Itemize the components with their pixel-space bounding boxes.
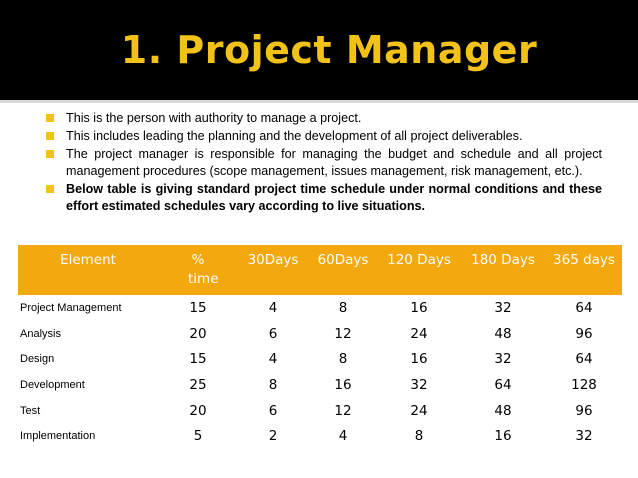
bullet-item — [46, 110, 602, 127]
table-row — [18, 372, 622, 398]
cell-30days: 2 — [238, 423, 308, 449]
cell-60days: 4 — [308, 423, 378, 449]
cell-60days: 12 — [308, 321, 378, 347]
cell-120days: 8 — [378, 423, 460, 449]
bullet-text: This is the person with authority to manage a project. — [66, 111, 362, 125]
column-header-60days: 60Days — [317, 252, 369, 268]
cell-30days: 4 — [238, 295, 308, 321]
slide-title: 1. Project Manager — [120, 28, 538, 72]
cell-180days: 64 — [460, 372, 546, 398]
square-bullet-icon — [46, 150, 54, 158]
square-bullet-icon — [46, 185, 54, 193]
row-element-name: Development — [18, 372, 158, 398]
cell-percent-time: 15 — [158, 295, 238, 321]
bullet-item — [46, 128, 602, 145]
square-bullet-icon — [46, 132, 54, 140]
bullet-item — [46, 146, 602, 180]
schedule-table-container — [18, 245, 622, 450]
cell-120days: 32 — [378, 372, 460, 398]
cell-120days: 16 — [378, 295, 460, 321]
table-row — [18, 346, 622, 372]
table-row — [18, 423, 622, 449]
table-row — [18, 321, 622, 347]
cell-30days: 4 — [238, 346, 308, 372]
cell-60days: 16 — [308, 372, 378, 398]
bullet-text: The project manager is responsible for managing the budget and schedule and all project management procedures (scope management, issues management, risk management, etc.). — [66, 147, 602, 178]
cell-365days: 128 — [546, 372, 622, 398]
column-header-180days: 180 Days — [471, 252, 535, 268]
cell-60days: 12 — [308, 398, 378, 424]
row-element-name: Project Management — [18, 295, 158, 321]
cell-365days: 64 — [546, 346, 622, 372]
table-header-row — [18, 245, 622, 295]
cell-180days: 32 — [460, 295, 546, 321]
cell-percent-time: 15 — [158, 346, 238, 372]
table-row — [18, 398, 622, 424]
cell-120days: 24 — [378, 321, 460, 347]
row-element-name: Analysis — [18, 321, 158, 347]
cell-30days: 6 — [238, 398, 308, 424]
cell-365days: 96 — [546, 398, 622, 424]
square-bullet-icon — [46, 114, 54, 122]
cell-percent-time: 5 — [158, 423, 238, 449]
schedule-table — [18, 245, 622, 450]
cell-180days: 48 — [460, 398, 546, 424]
column-header-30days: 30Days — [247, 252, 299, 268]
bullet-text: Below table is giving standard project time schedule under normal conditions and these effort estimated schedules vary according to live situations. — [66, 182, 602, 213]
bullet-item — [46, 181, 602, 215]
row-element-name: Test — [18, 398, 158, 424]
cell-percent-time: 25 — [158, 372, 238, 398]
row-element-name: Implementation — [18, 423, 158, 449]
cell-365days: 96 — [546, 321, 622, 347]
column-header-element: Element — [60, 252, 116, 268]
cell-30days: 6 — [238, 321, 308, 347]
title-divider — [0, 100, 638, 103]
column-header-120days: 120 Days — [387, 252, 451, 268]
cell-60days: 8 — [308, 295, 378, 321]
cell-180days: 48 — [460, 321, 546, 347]
cell-180days: 16 — [460, 423, 546, 449]
cell-60days: 8 — [308, 346, 378, 372]
bullet-text: This includes leading the planning and the development of all project deliverables. — [66, 129, 523, 143]
cell-percent-time: 20 — [158, 398, 238, 424]
cell-180days: 32 — [460, 346, 546, 372]
column-header-percent-time: % time — [188, 252, 219, 287]
cell-365days: 64 — [546, 295, 622, 321]
title-bar — [0, 0, 638, 100]
cell-120days: 24 — [378, 398, 460, 424]
table-row — [18, 295, 622, 321]
cell-percent-time: 20 — [158, 321, 238, 347]
bullet-list — [46, 110, 602, 216]
cell-30days: 8 — [238, 372, 308, 398]
cell-120days: 16 — [378, 346, 460, 372]
column-header-365days: 365 days — [553, 252, 615, 268]
cell-365days: 32 — [546, 423, 622, 449]
row-element-name: Design — [18, 346, 158, 372]
